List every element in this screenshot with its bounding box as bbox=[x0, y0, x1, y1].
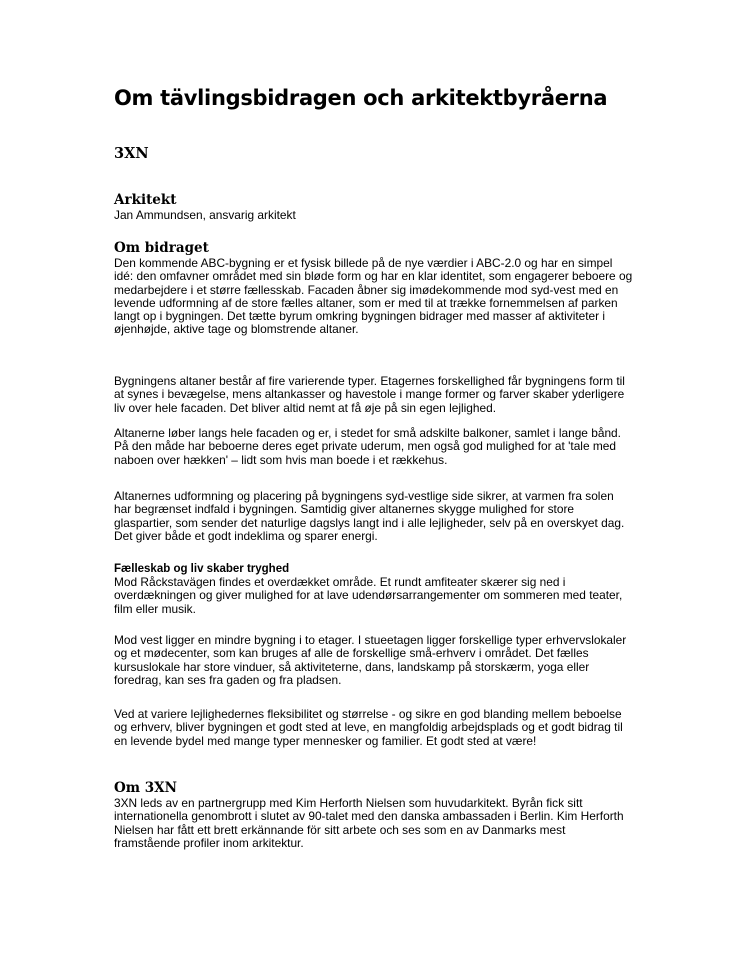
contribution-paragraph: Altanerne løber langs hele facaden og er, i stedet for små adskilte balkoner, samlet i lange bånd. På den måde har beboerne deres eget private uderum, men også god mulighed for at 'tale med naboen over hækken' – lidt som hvis man boede i et rækkehus. bbox=[114, 426, 621, 467]
community-heading: Fælleskab og liv skaber tryghed bbox=[114, 563, 290, 575]
contribution-paragraph: Den kommende ABC-bygning er et fysisk billede på de nye værdier i ABC-2.0 og har en simpel idé: den omfavner området med sin bløde form og har en klar identitet, som engagerer beboere og medarbejdere i et større fællesskab. Facaden åbner sig imødekommende mod syd-vest med en levende udformning af de store fælles altaner, som er med til at trække fornemmelsen af parken langt op i bygningen. Det tætte byrum omkring bygningen bidrager med masser af aktiviteter i øjenhøjde, aktive tage og blomstrende altaner. bbox=[114, 256, 633, 337]
community-paragraph: Mod Råckstavägen findes et overdækket område. Et rundt amfiteater skærer sig ned i overdækningen og giver mulighed for at lave udendørsarrangementer om sommeren med teater, film eller musik. bbox=[114, 575, 623, 616]
about-heading: Om 3XN bbox=[114, 780, 177, 796]
contribution-paragraph: Altanernes udformning og placering på bygningens syd-vestlige side sikrer, at varmen fra solen har begrænset indfald i bygningen. Samtidig giver altanernes skygge mulighed for store glaspartier, som sender det naturlige dagslys langt ind i alle lejligheder, selv på en overskyet dag. Det giver både et godt indeklima og sparer energi. bbox=[114, 489, 625, 543]
page-title: Om tävlingsbidragen och arkitektbyråerna bbox=[114, 86, 608, 110]
community-paragraph: Ved at variere lejlighedernes fleksibilitet og størrelse - og sikre en god blanding mellem beboelse og erhverv, bliver bygningen et godt sted at leve, en mangfoldig arbejdsplads og et godt bidrag til en levende bydel med mange typer mennesker og familier. Et godt sted at være! bbox=[114, 707, 623, 748]
contribution-paragraph: Bygningens altaner består af fire varierende typer. Etagernes forskellighed får bygningens form til at synes i bevægelse, mens altankasser og havestole i mange former og farver skaber yderligere liv over hele facaden. Det bliver altid nemt at få øje på sin egen lejlighed. bbox=[114, 374, 625, 415]
about-text: 3XN leds av en partnergrupp med Kim Herforth Nielsen som huvudarkitekt. Byrån fick sitt internationella genombrott i slutet av 90-talet med den danska ambassaden i Berlin. Kim Herforth Nielsen har fått ett brett erkännande för sitt arbete och ses som en av Danmarks mest framstående profiler inom arkitektur. bbox=[114, 796, 624, 850]
architect-text: Jan Ammundsen, ansvarig arkitekt bbox=[114, 208, 296, 222]
firm-heading: 3XN bbox=[114, 145, 149, 162]
community-paragraph: Mod vest ligger en mindre bygning i to etager. I stueetagen ligger forskellige typer erhvervslokaler og et mødecenter, som kan bruges af alle de forskellige små-erhverv i området. Det fælles kursuslokale har store vinduer, så aktiviteterne, dans, landskamp på storskærm, yoga eller foredrag, kan ses fra gaden og fra pladsen. bbox=[114, 633, 627, 687]
architect-heading: Arkitekt bbox=[114, 192, 177, 208]
contribution-heading: Om bidraget bbox=[114, 240, 209, 256]
